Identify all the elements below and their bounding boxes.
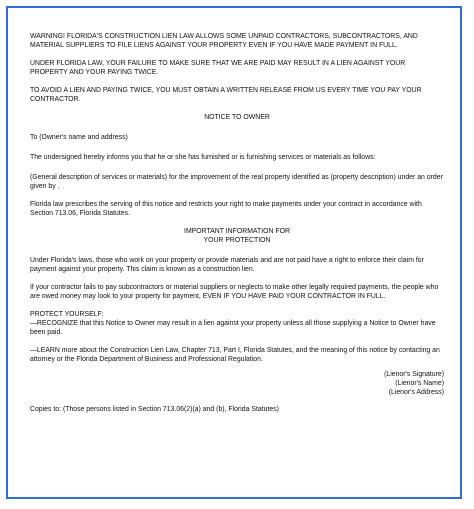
important-heading-line-2: YOUR PROTECTION xyxy=(203,237,271,244)
under-florida-paragraph: Under Florida's laws, those who work on your property or provide materials and are not paid have a right to enforce their claim for payment against your property. This claim is known as a construction lien. xyxy=(30,257,424,273)
to-line: To (Owner's name and address) xyxy=(30,134,128,141)
warning-paragraph-1: WARNING! FLORIDA'S CONSTRUCTION LIEN LAW ALLOWS SOME UNPAID CONTRACTORS, SUBCONTRACTORS, AND MATERIAL SUPPLIERS TO FILE LIENS AGAINST YOUR PROPERTY EVEN IF YOU HAVE MADE PAYMENT IN FULL. xyxy=(30,33,418,49)
warning-paragraph-2: UNDER FLORIDA LAW, YOUR FAILURE TO MAKE SURE THAT WE ARE PAID MAY RESULT IN A LIEN AGAINST YOUR PROPERTY AND YOUR PAYING TWICE. xyxy=(30,60,406,76)
lienor-signature: (Lienor's Signature) xyxy=(384,371,444,378)
important-heading-line-1: IMPORTANT INFORMATION FOR xyxy=(184,228,290,235)
florida-law-paragraph: Florida law prescribes the serving of this notice and restricts your right to make payments under your contract in accordance with Section 713.06, Florida Statutes. xyxy=(30,201,422,217)
protect-heading: PROTECT YOURSELF: xyxy=(30,311,104,318)
warning-paragraph-3: TO AVOID A LIEN AND PAYING TWICE, YOU MUST OBTAIN A WRITTEN RELEASE FROM US EVERY TIME YOU PAY YOUR CONTRACTOR. xyxy=(30,87,422,103)
notice-title: NOTICE TO OWNER xyxy=(204,114,270,121)
learn-paragraph: —LEARN more about the Construction Lien Law, Chapter 713, Part I, Florida Statutes, and the meaning of this notice by contacting an attorney or the Florida Department of Business and Professional Regulation. xyxy=(30,347,440,363)
copies-to-line: Copies to: (Those persons listed in Section 713.06(2)(a) and (b), Florida Statutes) xyxy=(30,406,279,413)
document-page xyxy=(6,6,462,499)
recognize-paragraph: —RECOGNIZE that this Notice to Owner may result in a lien against your property unless all those supplying a Notice to Owner have been paid. xyxy=(30,320,436,336)
general-description-paragraph: (General description of services or materials) for the improvement of the real property identified as (property description) under an order given by . xyxy=(30,174,443,190)
undersigned-paragraph: The undersigned hereby informs you that he or she has furnished or is furnishing services or materials as follows: xyxy=(30,154,376,161)
document-content xyxy=(30,32,444,414)
if-contractor-paragraph: If your contractor fails to pay subcontractors or material suppliers or neglects to make other legally required payments, the people who are owed money may look to your property for payment, EVEN IF YOU HAVE PAID YOUR CONTRACTOR IN FULL. xyxy=(30,284,439,300)
lienor-address: (Lienor's Address) xyxy=(388,389,444,396)
lienor-name: (Lienor's Name) xyxy=(395,380,444,387)
